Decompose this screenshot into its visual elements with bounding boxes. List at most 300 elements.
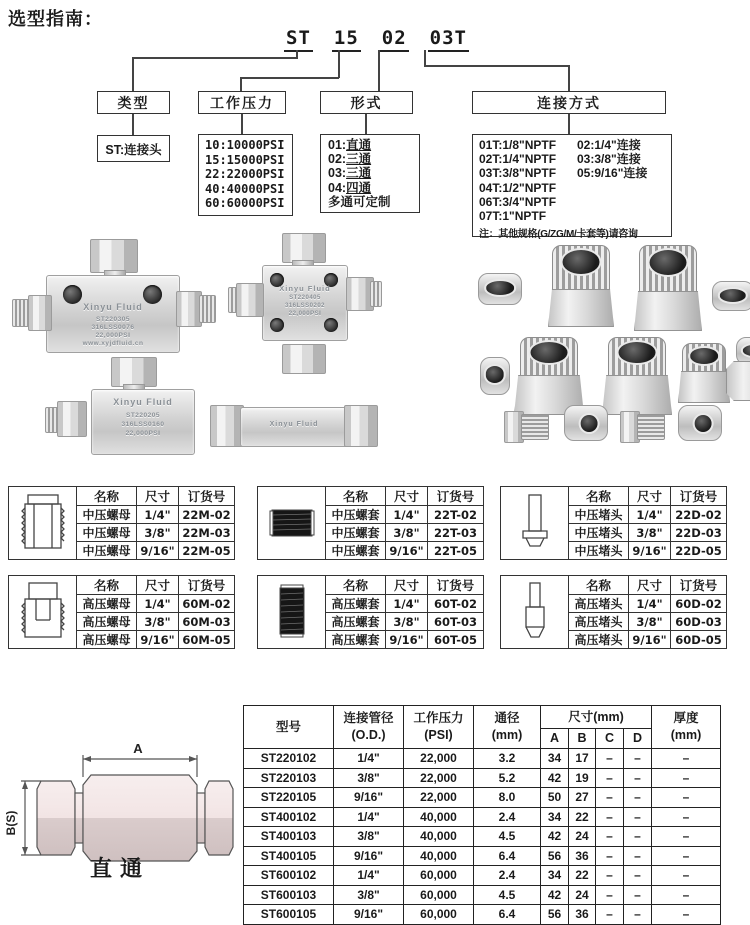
part-size: 1/4" [137,595,179,613]
part-name: 中压螺套 [326,542,386,560]
form-option [328,166,419,180]
connector-line [568,65,570,91]
spec-od: 9/16" [334,788,404,808]
hex-body [726,361,750,401]
spec-od: 3/8" [334,827,404,847]
connector-line [378,50,380,91]
spec-model: ST600102 [244,866,334,886]
spec-od: 3/8" [334,768,404,788]
part-size: 9/16" [137,542,179,560]
parts-table-medium-plug [500,486,727,560]
part-code: 60M-05 [179,631,235,649]
spec-col-d: D [624,729,652,749]
part-size: 1/4" [629,595,671,613]
threaded-cylinder [520,337,578,379]
model-code-segment: 15 [332,27,361,52]
photo-straight-union [208,393,380,461]
spec-bore: 2.4 [474,866,541,886]
photo-cross-fitting [228,231,380,373]
col-size: 尺寸 [137,487,179,506]
connector-line [424,65,568,67]
col-size: 尺寸 [386,576,428,595]
part-size: 9/16" [386,631,428,649]
col-code: 订货号 [428,576,484,595]
spec-t: – [652,846,721,866]
threaded-cylinder [639,245,697,295]
part-code: 60D-02 [671,595,727,613]
spec-b: 36 [569,846,596,866]
spec-psi: 40,000 [404,807,474,827]
left-nut [57,401,87,437]
spec-c: – [596,827,624,847]
plug-medium-icon [501,487,569,560]
bore [648,248,689,277]
spec-d: – [624,827,652,847]
part-code: 60D-05 [671,631,727,649]
part-code: 22M-03 [179,524,235,542]
spec-b: 22 [569,866,596,886]
spec-col-thickness: 厚度 (mm) [652,706,721,749]
spec-c: – [596,768,624,788]
part-name: 高压螺套 [326,613,386,631]
hex-base [678,371,730,403]
col-size: 尺寸 [137,576,179,595]
part-size: 3/8" [386,613,428,631]
connection-note: 注：其他规格(G/ZG/M/卡套等)请咨询 [479,229,638,241]
spec-a: 56 [541,846,569,866]
spec-a: 50 [541,788,569,808]
page-title: 选型指南： [8,9,103,29]
spec-t: – [652,807,721,827]
top-nut [90,239,138,273]
form-option [328,181,419,195]
spec-a: 34 [541,866,569,886]
parts-table-medium-sleeve [257,486,484,560]
part-code: 22T-03 [428,524,484,542]
connector-line [568,112,570,134]
pressure-engraving: 22,000PSI [288,311,322,317]
dim-a-label: A [133,741,143,756]
connector-line [365,112,367,134]
spec-a: 42 [541,768,569,788]
spec-bore: 2.4 [474,807,541,827]
col-name: 名称 [569,576,629,595]
pressure-option: 40:40000PSI [205,181,285,196]
spec-t: – [652,866,721,886]
spec-b: 27 [569,788,596,808]
top-nut [282,233,326,263]
part-code: 22T-05 [428,542,484,560]
form-option-code: 03: [328,166,347,181]
pressure-option: 15:15000PSI [205,152,285,167]
spec-a: 34 [541,807,569,827]
form-options [328,138,419,195]
connection-option: 02:1/4"连接 [577,138,641,152]
connection-option: 05:9/16"连接 [577,166,648,181]
spec-c: – [596,807,624,827]
pressure-option: 22:22000PSI [205,167,285,182]
model-engraving: ST220405 [289,295,321,301]
model-code-segment: ST [284,27,313,52]
sleeve-high-icon [258,576,326,649]
left-nut [28,295,52,331]
serial-engraving: 316LSS0076 [91,324,135,331]
part-code: 60T-02 [428,595,484,613]
spec-a: 34 [541,749,569,769]
serial-engraving: 316LSS0202 [284,303,326,309]
product-photos [0,225,750,475]
spec-col-c: C [596,729,624,749]
part-code: 22M-05 [179,542,235,560]
bottom-nut [282,344,326,374]
spec-model: ST400102 [244,807,334,827]
part-size: 9/16" [137,631,179,649]
spec-col-a: A [541,729,569,749]
spec-od: 1/4" [334,866,404,886]
spec-row [244,905,721,925]
part-code: 22D-03 [671,524,727,542]
left-nut [236,283,264,317]
tee-body [46,275,180,353]
spec-psi: 40,000 [404,827,474,847]
spec-d: – [624,749,652,769]
site-engraving: www.xyjdfluid.cn [82,340,144,347]
part-name: 高压螺套 [326,631,386,649]
plug-top [736,337,750,365]
part-size: 3/8" [386,524,428,542]
connector-line [338,50,340,78]
brand-engraving: Xinyu Fluid [83,302,143,312]
spec-d: – [624,885,652,905]
brand-engraving: Xinyu Fluid [279,284,331,293]
ring-piece [478,273,522,305]
spec-bore: 6.4 [474,846,541,866]
spec-table [243,705,721,925]
pressure-engraving: 22,000PSI [95,332,131,339]
spec-col-b: B [569,729,596,749]
part-size: 3/8" [137,613,179,631]
connection-option: 03:3/8"连接 [577,152,641,167]
drawing-caption: 直通 [89,856,150,881]
sleeve-medium-icon [258,487,326,560]
spec-d: – [624,788,652,808]
spec-col-model: 型号 [244,706,334,749]
spec-od: 3/8" [334,885,404,905]
form-option [328,138,419,152]
spec-model: ST220103 [244,768,334,788]
cap-piece [564,405,608,441]
bore [617,340,658,365]
cap-piece [678,405,722,441]
part-name: 中压堵头 [569,524,629,542]
spec-b: 24 [569,827,596,847]
part-size: 1/4" [137,506,179,524]
pressure-option: 10:10000PSI [205,138,285,152]
spec-col-dims: 尺寸(mm) [541,706,652,729]
photo-hardware-set [468,245,750,455]
part-code: 60T-03 [428,613,484,631]
connection-col2 [577,138,647,223]
bore [529,340,570,365]
spec-psi: 40,000 [404,846,474,866]
form-option-code: 01: [328,138,347,152]
model-code-segment: 02 [380,27,409,52]
spec-row [244,885,721,905]
spec-a: 42 [541,827,569,847]
plug-high-icon [501,576,569,649]
connection-option: 01T:1/8"NPTF [479,138,557,152]
spec-c: – [596,788,624,808]
part-name: 中压堵头 [569,542,629,560]
spec-d: – [624,905,652,925]
spec-model: ST400105 [244,846,334,866]
spec-bore: 5.2 [474,768,541,788]
bore [693,413,714,434]
connection-option: 03T:3/8"NPTF [479,166,557,181]
part-size: 1/4" [386,595,428,613]
col-code: 订货号 [671,576,727,595]
col-code: 订货号 [179,487,235,506]
part-size: 3/8" [629,524,671,542]
part-name: 中压螺母 [77,524,137,542]
nut-high-icon [9,576,77,649]
form-note: 多通可定制 [328,194,391,209]
photo-tee-fitting [12,237,217,362]
spec-psi: 60,000 [404,866,474,886]
col-size: 尺寸 [629,576,671,595]
spec-t: – [652,905,721,925]
spec-d: – [624,846,652,866]
left-nut [210,405,244,447]
part-name: 中压堵头 [569,506,629,524]
spec-row [244,749,721,769]
part-size: 3/8" [629,613,671,631]
part-name: 高压堵头 [569,631,629,649]
spec-bore: 6.4 [474,905,541,925]
pressure-option: 60:60000PSI [205,196,285,211]
spec-row [244,846,721,866]
parts-table-medium-nut [8,486,235,560]
part-size: 3/8" [137,524,179,542]
part-name: 高压堵头 [569,613,629,631]
form-option-code: 02: [328,152,347,167]
union-body [240,407,348,447]
parts-table-high-nut [8,575,235,649]
bore [484,364,506,384]
col-name: 名称 [77,487,137,506]
spec-t: – [652,749,721,769]
pressure-engraving: 22,000PSI [125,430,161,437]
spec-od: 1/4" [334,807,404,827]
spec-model: ST220102 [244,749,334,769]
photo-tee-block [45,357,205,459]
spec-t: – [652,827,721,847]
part-name: 中压螺母 [77,506,137,524]
col-code: 订货号 [179,576,235,595]
right-nut [344,405,378,447]
mount-hole [270,318,284,332]
top-nut [111,357,157,387]
bore [688,346,720,366]
ring-piece [712,281,750,311]
spec-row [244,807,721,827]
threaded-cylinder [682,343,726,375]
form-option-term: 四通 [346,180,372,195]
part-size: 9/16" [629,542,671,560]
spec-psi: 22,000 [404,768,474,788]
part-size: 1/4" [386,506,428,524]
part-name: 高压螺母 [77,631,137,649]
connector-line [132,57,298,59]
part-name: 高压螺套 [326,595,386,613]
part-code: 60M-02 [179,595,235,613]
part-size: 9/16" [386,542,428,560]
part-code: 60T-05 [428,631,484,649]
serial-engraving: 316LSS0160 [121,421,165,428]
bore [484,279,516,297]
nut-medium-icon [9,487,77,560]
spec-psi: 22,000 [404,788,474,808]
form-option-term: 直通 [346,138,372,152]
spec-c: – [596,885,624,905]
threaded-stem [637,414,665,440]
spec-t: – [652,885,721,905]
spec-psi: 60,000 [404,905,474,925]
type-value-box: ST:连接头 [97,135,170,162]
col-code: 订货号 [428,487,484,506]
part-code: 60D-03 [671,613,727,631]
connection-option: 06T:3/4"NPTF [479,194,557,209]
spec-c: – [596,846,624,866]
spec-c: – [596,866,624,886]
col-name: 名称 [326,487,386,506]
spec-bore: 8.0 [474,788,541,808]
connector-line [424,50,426,65]
spec-model: ST600103 [244,885,334,905]
connector-line [240,77,339,79]
hex-base [602,375,672,415]
spec-a: 42 [541,885,569,905]
brand-engraving: Xinyu Fluid [269,421,319,428]
sleeve-piece [480,357,510,395]
connector-line [240,77,242,91]
spec-od: 9/16" [334,905,404,925]
part-name: 高压堵头 [569,595,629,613]
spec-bore: 4.5 [474,827,541,847]
block-body [91,389,195,455]
spec-bore: 3.2 [474,749,541,769]
form-option-term: 三通 [346,152,372,167]
col-name: 名称 [326,576,386,595]
connection-options-box [472,134,672,241]
spec-b: 17 [569,749,596,769]
col-size: 尺寸 [629,487,671,506]
form-option-code: 04: [328,180,347,195]
col-code: 订货号 [671,487,727,506]
spec-c: – [596,749,624,769]
mount-hole [324,318,338,332]
spec-row [244,788,721,808]
connector-line [241,112,243,134]
form-option [328,152,419,166]
form-box: 形式 [320,91,413,114]
connection-option: 04T:1/2"NPTF [479,180,557,195]
spec-d: – [624,866,652,886]
type-box: 类型 [97,91,170,114]
right-gland [199,295,216,323]
part-code: 22T-02 [428,506,484,524]
hex-base [634,291,702,331]
part-name: 中压螺套 [326,524,386,542]
pressure-box: 工作压力 [198,91,286,114]
bore [561,248,602,276]
spec-row [244,827,721,847]
part-size: 1/4" [629,506,671,524]
dim-b-label: B(S) [5,810,18,836]
model-engraving: ST220305 [96,316,130,323]
spec-od: 1/4" [334,749,404,769]
model-engraving: ST220205 [126,412,160,419]
bore [718,287,748,304]
spec-model: ST220105 [244,788,334,808]
spec-b: 24 [569,885,596,905]
spec-model: ST600105 [244,905,334,925]
form-options-box [320,134,420,213]
spec-b: 19 [569,768,596,788]
col-size: 尺寸 [386,487,428,506]
part-code: 22D-02 [671,506,727,524]
spec-d: – [624,768,652,788]
form-option-term: 三通 [346,166,372,181]
connection-col1 [479,138,577,223]
spec-bore: 4.5 [474,885,541,905]
connection-box: 连接方式 [472,91,666,114]
spec-col-bore: 通径 (mm) [474,706,541,749]
part-name: 高压螺母 [77,595,137,613]
spec-b: 36 [569,905,596,925]
part-name: 高压螺母 [77,613,137,631]
bore [741,343,750,359]
spec-col-od: 连接管径 (O.D.) [334,706,404,749]
part-name: 中压螺母 [77,542,137,560]
part-size: 9/16" [629,631,671,649]
spec-t: – [652,788,721,808]
right-gland [370,281,382,307]
pressure-options-box [198,134,293,216]
connection-option: 02T:1/4"NPTF [479,152,557,167]
cross-body [262,265,348,341]
connector-line [132,57,134,91]
brand-engraving: Xinyu Fluid [113,397,173,407]
threaded-cylinder [608,337,666,379]
spec-row [244,768,721,788]
col-name: 名称 [77,576,137,595]
spec-row [244,866,721,886]
spec-col-psi: 工作压力 (PSI) [404,706,474,749]
model-code-segment: 03T [428,27,469,52]
bore [579,413,600,434]
parts-table-high-sleeve [257,575,484,649]
spec-psi: 60,000 [404,885,474,905]
part-name: 中压螺套 [326,506,386,524]
threaded-stem [521,414,549,440]
spec-a: 56 [541,905,569,925]
threaded-cylinder [552,245,610,293]
spec-od: 9/16" [334,846,404,866]
connection-option: 07T:1"NPTF [479,209,547,224]
connector-line [132,112,134,135]
part-code: 22M-02 [179,506,235,524]
